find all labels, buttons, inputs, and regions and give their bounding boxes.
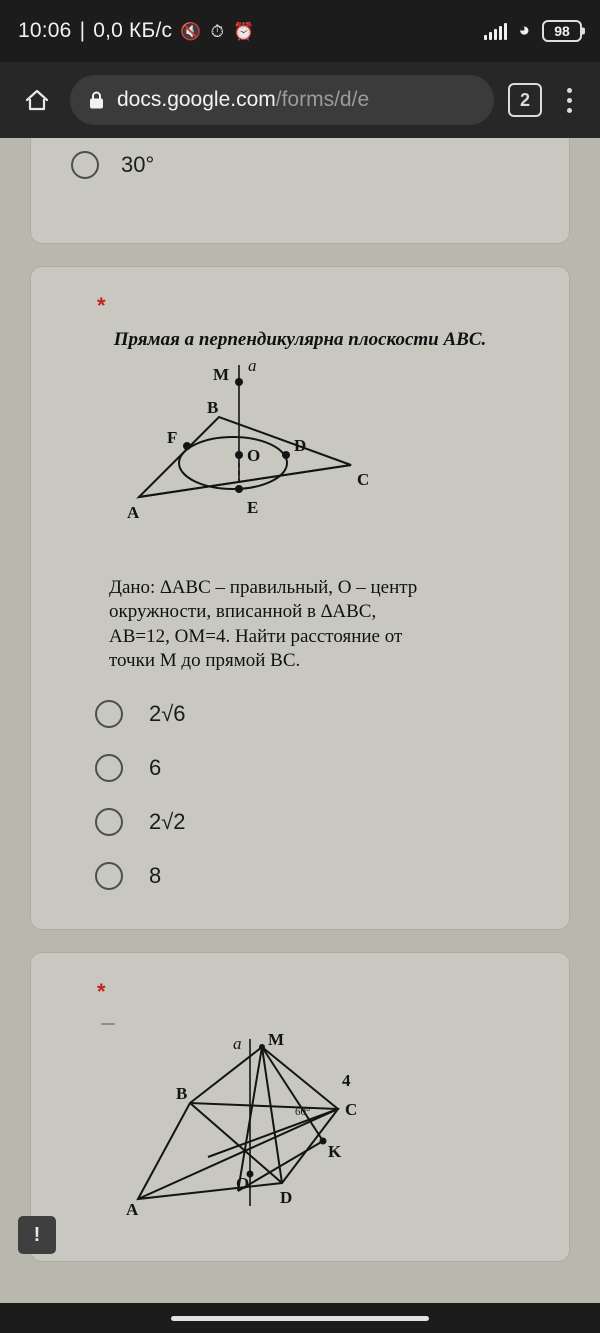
radio-button[interactable] — [95, 700, 123, 728]
figure-label-C: C — [357, 470, 370, 489]
figure-label-A: A — [127, 503, 140, 522]
status-notification-icons — [180, 23, 254, 40]
status-time: 10:06 — [18, 19, 72, 42]
mute-icon: 🔇 — [180, 21, 202, 41]
address-bar[interactable] — [70, 75, 494, 125]
option-row-2[interactable] — [31, 741, 569, 795]
question-card-previous — [30, 138, 570, 244]
question-card-current — [30, 266, 570, 930]
triangle-abc-with-inscribed-circle-and-perpendicular-line — [61, 355, 541, 570]
figure-label-O: O — [247, 446, 261, 465]
figure-label-E: E — [247, 498, 259, 517]
given-line-2: окружности, вписанной в ∆ABC, — [109, 601, 377, 623]
option-label: 2√2 — [149, 809, 186, 835]
figure-label-a: a — [248, 356, 257, 375]
alarm-icon: ⏱ — [210, 21, 225, 41]
report-issue-button[interactable]: ! — [18, 1216, 56, 1254]
question-card-next — [30, 952, 570, 1262]
option-label: 2√6 — [149, 701, 186, 727]
option-row-3[interactable] — [31, 795, 569, 849]
status-bar-right — [484, 20, 582, 42]
tab-counter-button[interactable]: 2 — [508, 83, 542, 117]
option-list — [31, 677, 569, 929]
figure-label-F: F — [167, 428, 178, 447]
option-row-1[interactable] — [31, 687, 569, 741]
battery-indicator: 98 — [542, 20, 582, 42]
home-gesture-pill[interactable] — [171, 1316, 429, 1321]
radio-button[interactable] — [95, 754, 123, 782]
required-marker: * — [97, 293, 106, 318]
lock-icon — [88, 90, 105, 111]
radio-button[interactable] — [95, 862, 123, 890]
wifi-icon: ◕ — [518, 20, 530, 41]
figure2-label-O: O — [236, 1174, 250, 1194]
figure2-label-B: B — [176, 1084, 188, 1104]
status-separator: | — [79, 19, 86, 42]
figure2-label-A: A — [126, 1200, 139, 1220]
question-statement: Прямая a перпендикулярна плоскости ABC. — [113, 329, 487, 350]
kebab-menu-icon[interactable] — [552, 78, 586, 122]
status-bar-left — [18, 19, 254, 43]
home-icon[interactable] — [14, 77, 60, 123]
given-line-1: Дано: ∆ABC – правильный, O – центр — [109, 577, 418, 598]
system-navigation-bar — [0, 1303, 600, 1333]
option-label: 30° — [121, 152, 155, 177]
given-line-3: AB=12, OM=4. Найти расстояние от — [109, 625, 403, 647]
figure-label-D: D — [294, 436, 307, 455]
status-bar — [0, 0, 600, 62]
option-label: 8 — [149, 863, 162, 889]
clock-icon: ⏰ — [233, 21, 255, 41]
figure2-label-K: K — [328, 1142, 342, 1162]
given-line-4: точки M до прямой BC. — [109, 649, 301, 671]
figure2-label-M: M — [268, 1031, 285, 1050]
signal-icon — [484, 22, 507, 40]
option-row-4[interactable] — [31, 849, 569, 903]
option-row[interactable] — [31, 139, 569, 191]
browser-toolbar — [0, 62, 600, 138]
figure-label-M: M — [213, 365, 230, 384]
question-image — [31, 319, 569, 677]
radio-button[interactable] — [95, 808, 123, 836]
option-label: 6 — [149, 755, 162, 781]
figure-label-B: B — [207, 398, 219, 417]
figure2-label-angle: 60° — [295, 1106, 311, 1119]
image-placeholder-line — [101, 1023, 115, 1025]
status-network-speed: 0,0 КБ/с — [93, 19, 173, 42]
figure2-label-a: a — [233, 1034, 242, 1054]
figure2-label-D: D — [280, 1188, 293, 1208]
form-page[interactable] — [0, 138, 600, 1333]
pyramid-abcd-with-apex-m — [90, 1031, 510, 1221]
url-text: docs.google.com/forms/d/e — [117, 88, 370, 111]
figure2-label-4: 4 — [342, 1071, 351, 1091]
question-given-text — [61, 576, 539, 673]
figure2-label-C: C — [345, 1100, 358, 1120]
radio-button[interactable] — [71, 151, 99, 179]
required-marker: * — [97, 979, 106, 1005]
